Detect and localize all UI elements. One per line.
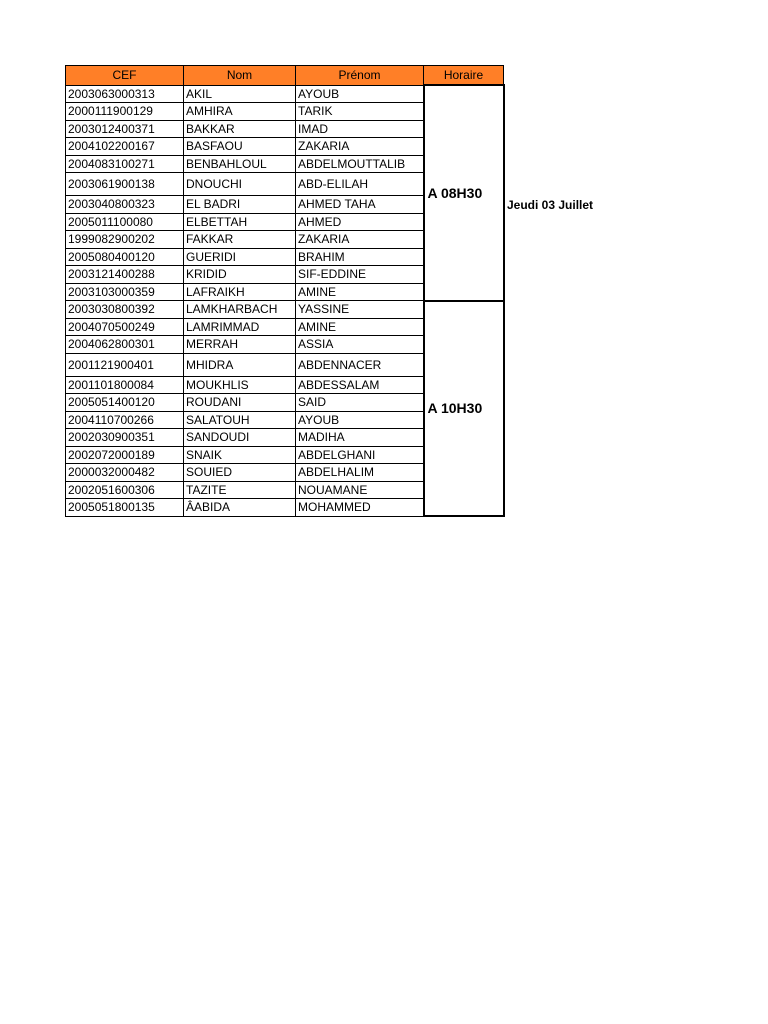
cell-nom: EL BADRI xyxy=(184,196,296,214)
cell-prenom: YASSINE xyxy=(296,301,424,319)
cell-prenom: SIF-EDDINE xyxy=(296,266,424,284)
cell-prenom: ABDESSALAM xyxy=(296,376,424,394)
cell-cef: 1999082900202 xyxy=(66,231,184,249)
cell-nom: DNOUCHI xyxy=(184,173,296,196)
cell-nom: AKIL xyxy=(184,85,296,103)
cell-cef: 2002051600306 xyxy=(66,481,184,499)
cell-cef: 2001121900401 xyxy=(66,353,184,376)
cell-cef: 2003063000313 xyxy=(66,85,184,103)
cell-prenom: ABDELHALIM xyxy=(296,464,424,482)
cell-nom: MERRAH xyxy=(184,336,296,354)
cell-prenom: AYOUB xyxy=(296,411,424,429)
cell-nom: SALATOUH xyxy=(184,411,296,429)
cell-nom: TAZITE xyxy=(184,481,296,499)
cell-nom: GUERIDI xyxy=(184,248,296,266)
cell-nom: ELBETTAH xyxy=(184,213,296,231)
cell-nom: LAMRIMMAD xyxy=(184,318,296,336)
cell-prenom: AMINE xyxy=(296,283,424,301)
cell-cef: 2002072000189 xyxy=(66,446,184,464)
header-prenom: Prénom xyxy=(296,66,424,86)
time-slot-2: A 10H30 xyxy=(424,301,504,517)
cell-nom: SOUIED xyxy=(184,464,296,482)
cell-cef: 2000111900129 xyxy=(66,103,184,121)
cell-cef: 2004070500249 xyxy=(66,318,184,336)
cell-prenom: ABDENNACER xyxy=(296,353,424,376)
cell-cef: 2003030800392 xyxy=(66,301,184,319)
schedule-table xyxy=(65,65,505,517)
cell-prenom: ABDELMOUTTALIB xyxy=(296,155,424,173)
cell-nom: ÂABIDA xyxy=(184,499,296,517)
cell-prenom: ZAKARIA xyxy=(296,138,424,156)
cell-nom: LAFRAIKH xyxy=(184,283,296,301)
cell-nom: MHIDRA xyxy=(184,353,296,376)
header-row xyxy=(66,66,504,86)
cell-cef: 2005051800135 xyxy=(66,499,184,517)
cell-nom: BAKKAR xyxy=(184,120,296,138)
cell-cef: 2004083100271 xyxy=(66,155,184,173)
cell-nom: SNAIK xyxy=(184,446,296,464)
cell-prenom: ABDELGHANI xyxy=(296,446,424,464)
cell-nom: SANDOUDI xyxy=(184,429,296,447)
cell-nom: AMHIRA xyxy=(184,103,296,121)
cell-prenom: MADIHA xyxy=(296,429,424,447)
cell-prenom: AHMED TAHA xyxy=(296,196,424,214)
day-label: Jeudi 03 Juillet xyxy=(507,198,594,212)
cell-cef: 2003121400288 xyxy=(66,266,184,284)
table-row xyxy=(66,85,504,103)
cell-nom: MOUKHLIS xyxy=(184,376,296,394)
cell-cef: 2004110700266 xyxy=(66,411,184,429)
cell-cef: 2002030900351 xyxy=(66,429,184,447)
cell-cef: 2003061900138 xyxy=(66,173,184,196)
table-body xyxy=(66,85,504,516)
cell-prenom: MOHAMMED xyxy=(296,499,424,517)
header-cef: CEF xyxy=(66,66,184,86)
cell-cef: 2004062800301 xyxy=(66,336,184,354)
cell-nom: ROUDANI xyxy=(184,394,296,412)
cell-prenom: IMAD xyxy=(296,120,424,138)
cell-cef: 2004102200167 xyxy=(66,138,184,156)
cell-nom: KRIDID xyxy=(184,266,296,284)
cell-prenom: ABD-ELILAH xyxy=(296,173,424,196)
cell-cef: 2003012400371 xyxy=(66,120,184,138)
cell-nom: FAKKAR xyxy=(184,231,296,249)
cell-prenom: ASSIA xyxy=(296,336,424,354)
cell-prenom: ZAKARIA xyxy=(296,231,424,249)
cell-nom: BENBAHLOUL xyxy=(184,155,296,173)
cell-prenom: TARIK xyxy=(296,103,424,121)
cell-prenom: SAID xyxy=(296,394,424,412)
cell-cef: 2005011100080 xyxy=(66,213,184,231)
header-nom: Nom xyxy=(184,66,296,86)
cell-cef: 2003040800323 xyxy=(66,196,184,214)
cell-prenom: BRAHIM xyxy=(296,248,424,266)
cell-prenom: AMINE xyxy=(296,318,424,336)
cell-cef: 2005080400120 xyxy=(66,248,184,266)
cell-nom: LAMKHARBACH xyxy=(184,301,296,319)
cell-cef: 2001101800084 xyxy=(66,376,184,394)
cell-nom: BASFAOU xyxy=(184,138,296,156)
cell-prenom: AHMED xyxy=(296,213,424,231)
cell-cef: 2003103000359 xyxy=(66,283,184,301)
table-row xyxy=(66,301,504,319)
cell-cef: 2000032000482 xyxy=(66,464,184,482)
cell-prenom: AYOUB xyxy=(296,85,424,103)
cell-prenom: NOUAMANE xyxy=(296,481,424,499)
time-slot-1: A 08H30 xyxy=(424,85,504,301)
cell-cef: 2005051400120 xyxy=(66,394,184,412)
header-horaire: Horaire xyxy=(424,66,504,86)
